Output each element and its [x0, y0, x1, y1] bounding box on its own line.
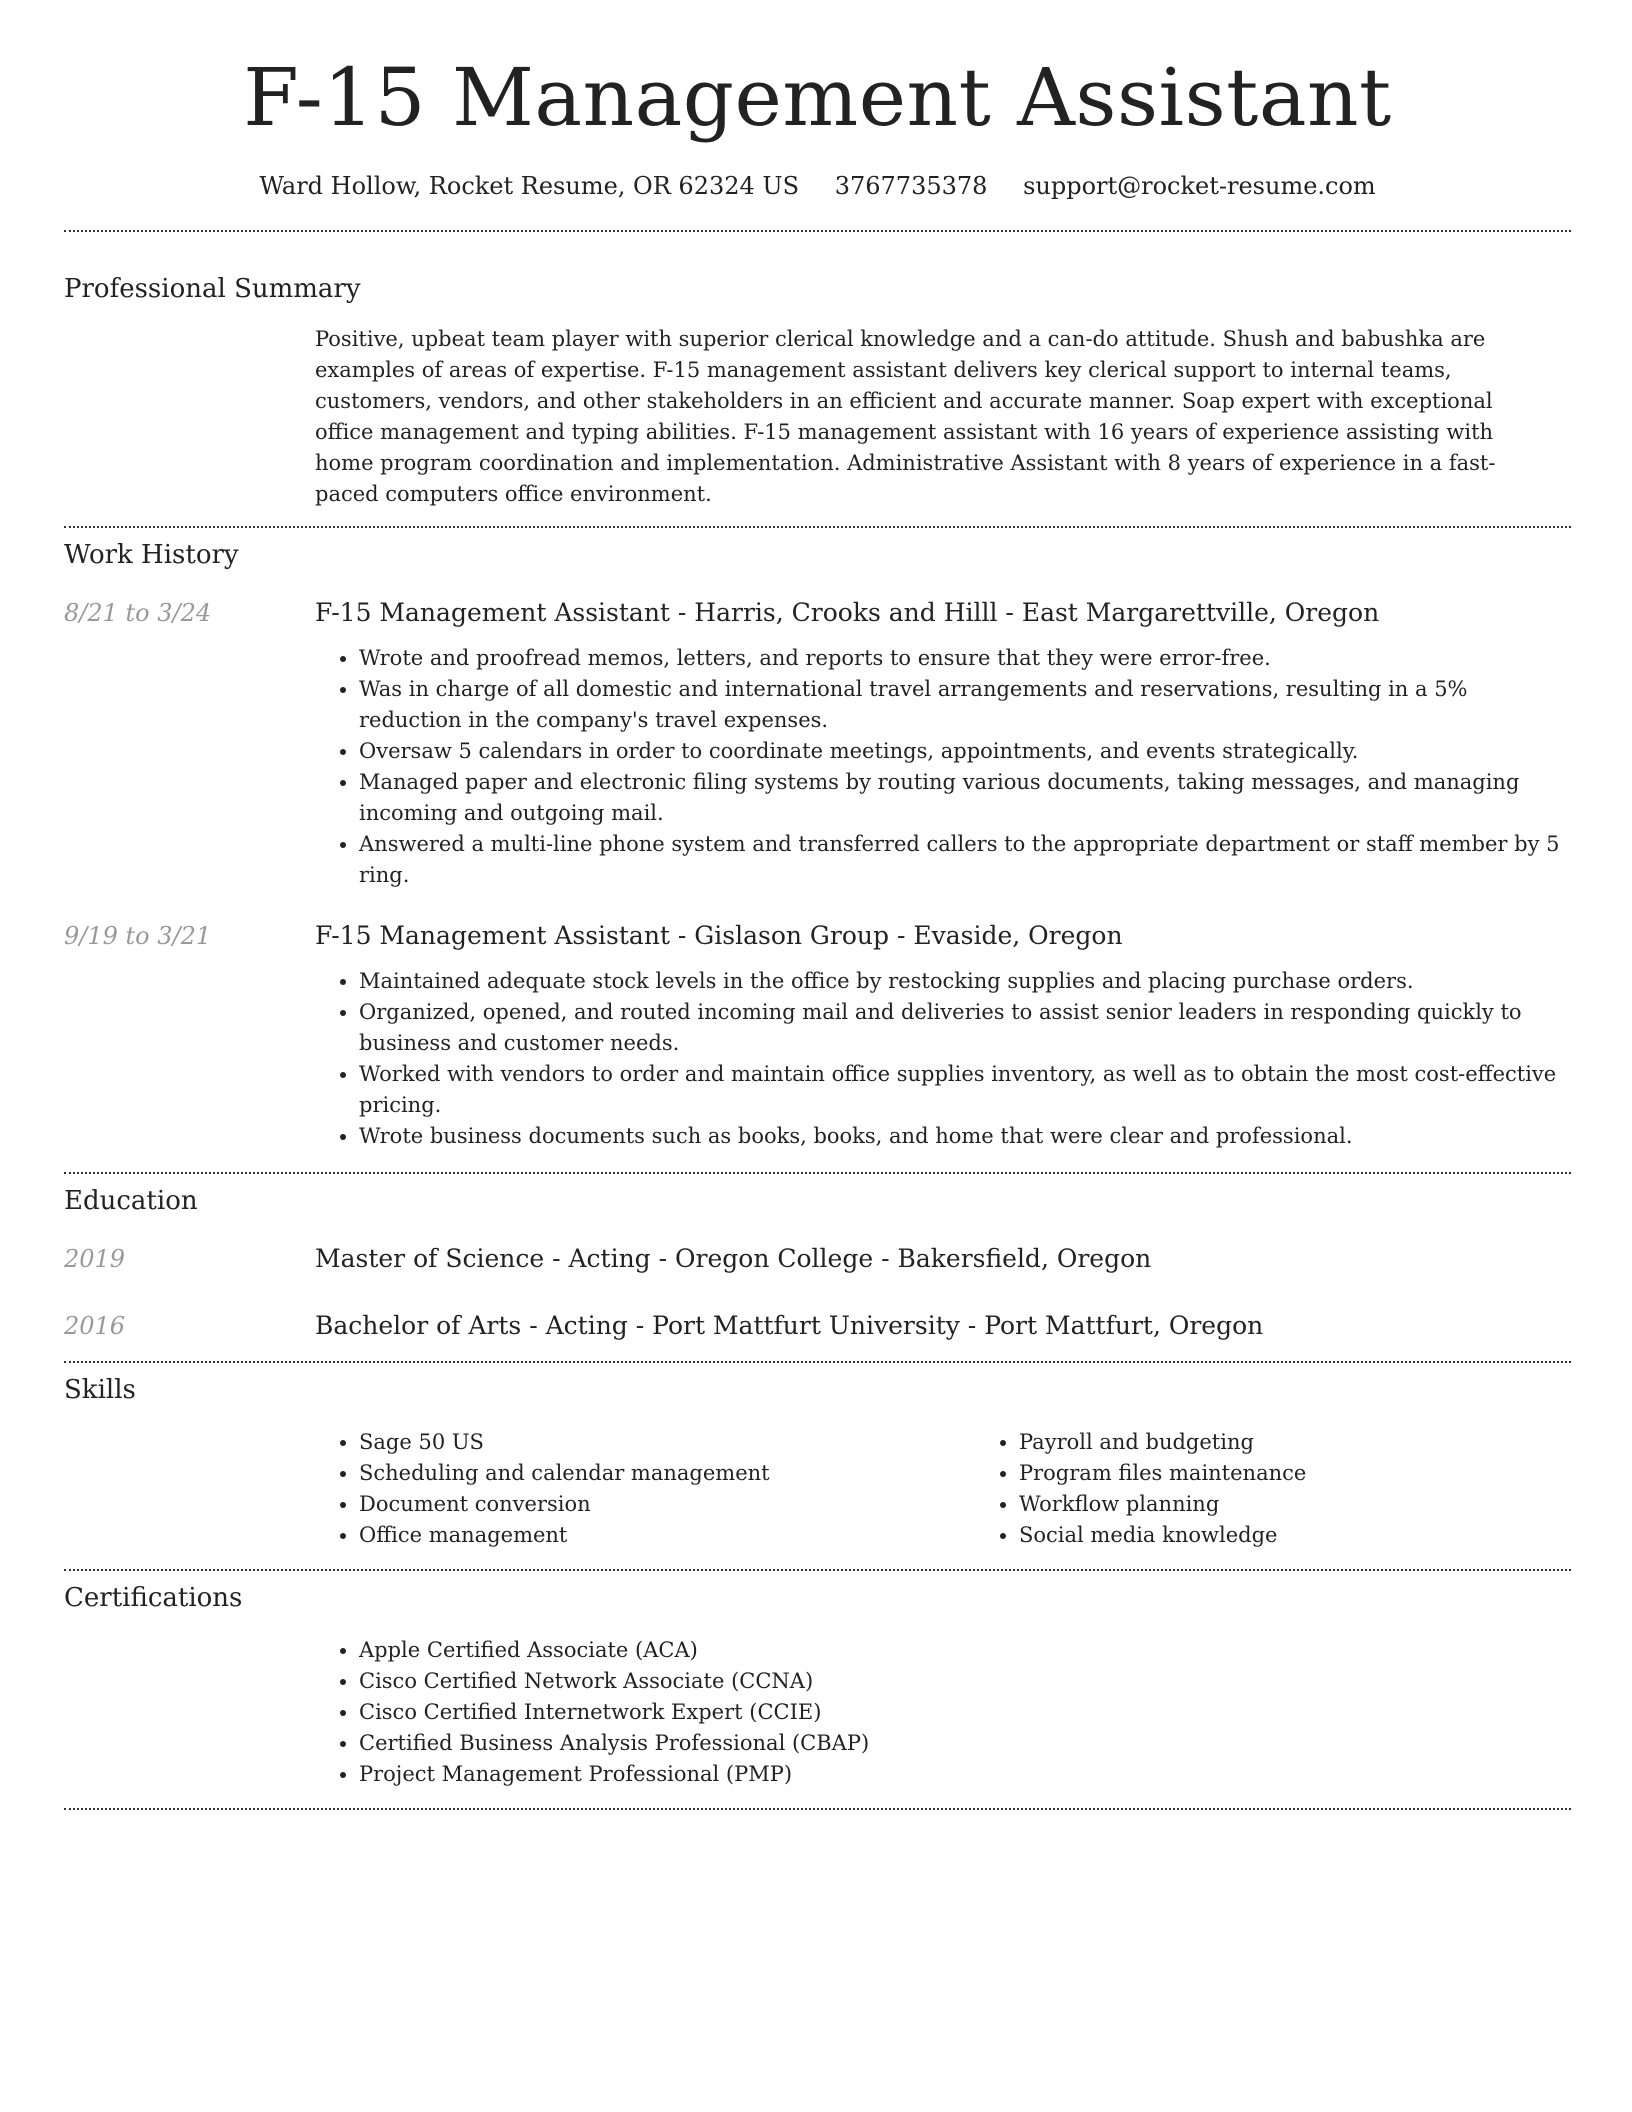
- section-divider: [64, 1172, 1571, 1174]
- summary-heading: Professional Summary: [64, 274, 361, 304]
- work-history-section: [64, 538, 1571, 1152]
- education-degree: Master of Science - Acting - Oregon College - Bakersfield, Oregon: [315, 1244, 1152, 1273]
- list-item: • Worked with vendors to order and maintain office supplies inventory, as well as to obtain the most cost-effective pricing.: [359, 1059, 1571, 1121]
- list-item: • Scheduling and calendar management: [359, 1458, 975, 1489]
- education-year: 2019: [64, 1245, 126, 1273]
- education-entry: [64, 1309, 1571, 1343]
- skills-columns: [315, 1427, 1571, 1551]
- skills-list-left: [315, 1427, 975, 1551]
- education-year: 2016: [64, 1312, 126, 1340]
- job-entry: [64, 596, 1571, 891]
- resume-page: [64, 0, 1571, 1810]
- list-item: • Workflow planning: [1019, 1489, 1306, 1520]
- list-item: • Wrote business documents such as books, books, and home that were clear and professional.: [359, 1121, 1571, 1152]
- summary-text: Positive, upbeat team player with superior clerical knowledge and a can-do attitude. Shush and babushka are examples of areas of expertise. F-15 management assistant delivers key clerical support to internal teams, customers, vendors, and other stakeholders in an efficient and accurate manner. Soap expert with exceptional office management and typing abilities. F-15 management assistant with 16 years of experience assisting with home program coordination and implementation. Administrative Assistant with 8 years of experience in a fast-paced computers office environment.: [315, 327, 1496, 506]
- list-item: • Social media knowledge: [1019, 1520, 1306, 1551]
- list-item: • Managed paper and electronic filing systems by routing various documents, taking messages, and managing incoming and outgoing mail.: [359, 767, 1571, 829]
- list-item: • Maintained adequate stock levels in the office by restocking supplies and placing purchase orders.: [359, 966, 1571, 997]
- list-item: • Certified Business Analysis Professional (CBAP): [359, 1728, 1571, 1759]
- contact-line: [64, 172, 1571, 200]
- list-item: • Cisco Certified Network Associate (CCNA): [359, 1666, 1571, 1697]
- section-divider: [64, 1808, 1571, 1810]
- list-item: • Was in charge of all domestic and international travel arrangements and reservations, resulting in a 5% reduction in the company's travel expenses.: [359, 674, 1571, 736]
- certifications-section: [64, 1581, 1571, 1790]
- contact-email: support@rocket-resume.com: [1023, 172, 1376, 200]
- list-item: • Organized, opened, and routed incoming mail and deliveries to assist senior leaders in responding quickly to business and customer needs.: [359, 997, 1571, 1059]
- list-item: • Office management: [359, 1520, 975, 1551]
- list-item: • Answered a multi-line phone system and transferred callers to the appropriate department or staff member by 5 ring.: [359, 829, 1571, 891]
- job-duties-list: [315, 643, 1571, 891]
- job-dates: 9/19 to 3/21: [64, 922, 212, 950]
- candidate-name: F-15 Management Assistant: [243, 51, 1392, 144]
- education-heading: Education: [64, 1186, 198, 1216]
- education-degree: Bachelor of Arts - Acting - Port Mattfurt University - Port Mattfurt, Oregon: [315, 1311, 1264, 1340]
- job-entry: [64, 919, 1571, 1152]
- list-item: • Payroll and budgeting: [1019, 1427, 1306, 1458]
- contact-phone: 3767735378: [834, 172, 988, 200]
- work-history-heading: Work History: [64, 540, 239, 570]
- certifications-heading: Certifications: [64, 1583, 243, 1613]
- header-divider: [64, 230, 1571, 232]
- summary-section: [64, 272, 1571, 510]
- list-item: • Oversaw 5 calendars in order to coordinate meetings, appointments, and events strategically.: [359, 736, 1571, 767]
- list-item: • Document conversion: [359, 1489, 975, 1520]
- list-item: • Cisco Certified Internetwork Expert (CCIE): [359, 1697, 1571, 1728]
- skills-heading: Skills: [64, 1375, 136, 1405]
- list-item: • Wrote and proofread memos, letters, and reports to ensure that they were error-free.: [359, 643, 1571, 674]
- job-heading: F-15 Management Assistant - Harris, Crooks and Hilll - East Margarettville, Oregon: [315, 598, 1380, 627]
- section-divider: [64, 1569, 1571, 1571]
- section-divider: [64, 1361, 1571, 1363]
- job-dates: 8/21 to 3/24: [64, 599, 212, 627]
- list-item: • Project Management Professional (PMP): [359, 1759, 1571, 1790]
- certifications-list: [315, 1635, 1571, 1790]
- job-duties-list: [315, 966, 1571, 1152]
- skills-list-right: [975, 1427, 1306, 1551]
- contact-address: Ward Hollow, Rocket Resume, OR 62324 US: [259, 172, 800, 200]
- list-item: • Program files maintenance: [1019, 1458, 1306, 1489]
- list-item: • Sage 50 US: [359, 1427, 975, 1458]
- list-item: • Apple Certified Associate (ACA): [359, 1635, 1571, 1666]
- education-entry: [64, 1242, 1571, 1276]
- skills-section: [64, 1373, 1571, 1551]
- section-divider: [64, 526, 1571, 528]
- education-section: [64, 1184, 1571, 1343]
- job-heading: F-15 Management Assistant - Gislason Group - Evaside, Oregon: [315, 921, 1123, 950]
